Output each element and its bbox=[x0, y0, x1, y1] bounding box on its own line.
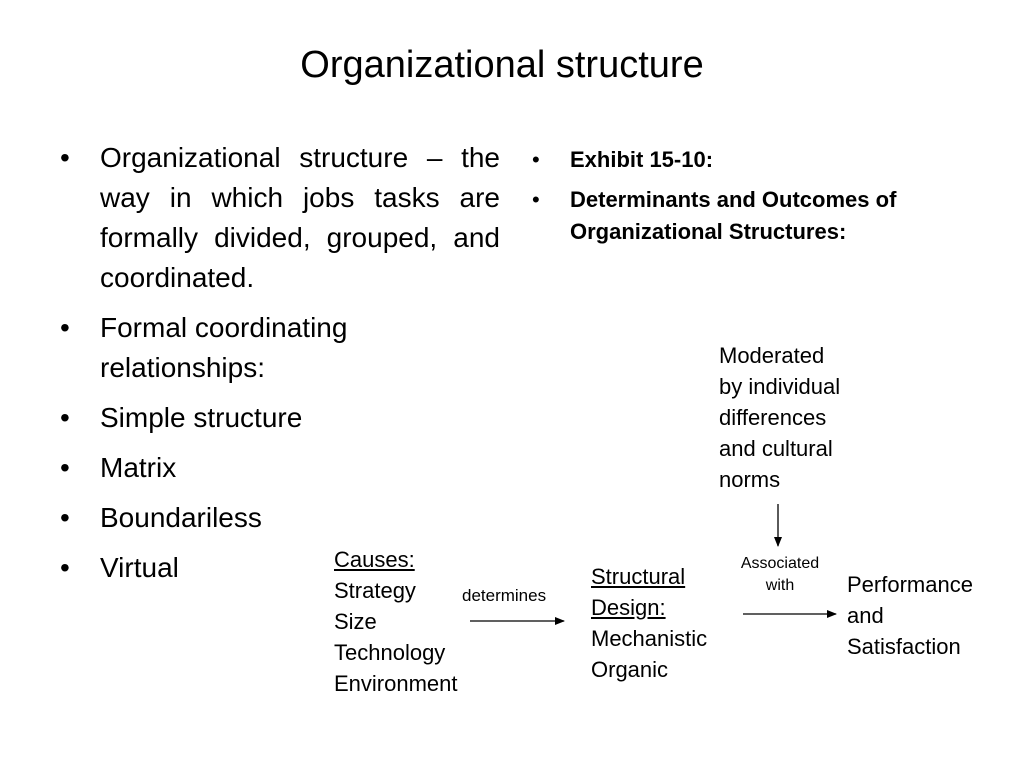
bullet-definition: • Organizational structure – the way in which jobs tasks are formally divided, grouped, and coordinated. bbox=[60, 138, 500, 298]
outcome-line-1: Performance bbox=[847, 572, 973, 597]
moderated-line-3: differences bbox=[719, 405, 827, 430]
moderated-line-5: norms bbox=[719, 467, 781, 492]
associated-line-1: Associated bbox=[740, 555, 820, 572]
moderated-line-1: Moderated bbox=[719, 343, 825, 368]
determines-label: determines bbox=[462, 586, 547, 605]
cause-strategy: Strategy bbox=[334, 578, 416, 603]
causes-heading: Causes: bbox=[334, 547, 415, 572]
outcome-line-3: Satisfaction bbox=[847, 634, 961, 659]
bullet-simple-structure: • Simple structure bbox=[60, 398, 500, 438]
structure-mechanistic: Mechanistic bbox=[591, 626, 708, 651]
bullet-exhibit: • Exhibit 15-10: bbox=[532, 144, 972, 176]
bullet-determinants: • Determinants and Outcomes of Organizational Structures: bbox=[532, 184, 972, 248]
cause-size: Size bbox=[334, 609, 377, 634]
outcome-line-2: and bbox=[847, 603, 884, 628]
bullet-virtual: • Virtual bbox=[60, 548, 500, 588]
cause-technology: Technology bbox=[334, 640, 446, 665]
structural-heading-line2: Design: bbox=[591, 595, 666, 620]
associated-line-2: with bbox=[765, 577, 795, 594]
bullet-boundariless: • Boundariless bbox=[60, 498, 500, 538]
moderated-line-2: by individual bbox=[719, 374, 841, 399]
moderated-line-4: and cultural bbox=[719, 436, 833, 461]
bullet-formal-relationships: • Formal coordinating relationships: bbox=[60, 308, 500, 388]
cause-environment: Environment bbox=[334, 671, 458, 696]
bullet-matrix: • Matrix bbox=[60, 448, 500, 488]
structure-organic: Organic bbox=[591, 657, 669, 682]
structural-heading-line1: Structural bbox=[591, 564, 686, 589]
page-title: Organizational structure bbox=[300, 44, 704, 86]
